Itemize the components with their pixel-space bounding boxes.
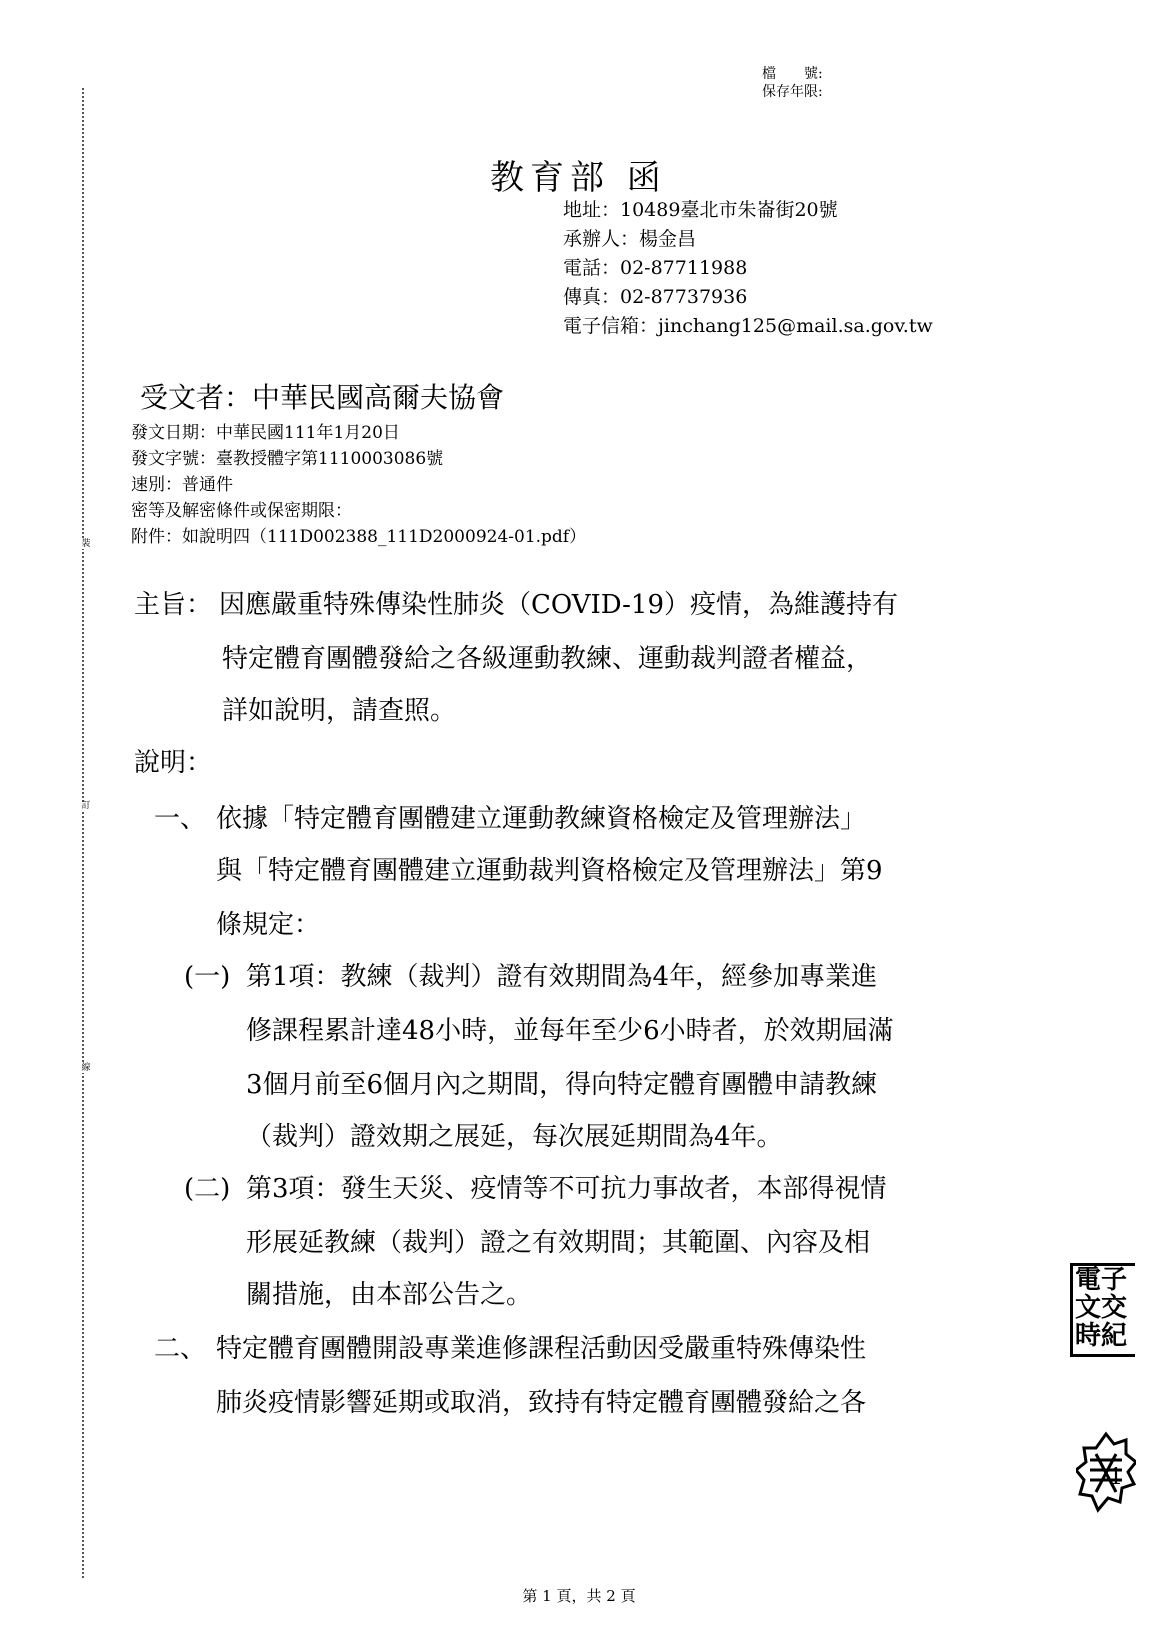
subitem-2-lead: (二) xyxy=(184,1174,231,1204)
item-1-lead: 一、 xyxy=(154,804,207,834)
contact-phone: 電話：02-87711988 xyxy=(563,257,748,279)
contact-email: 電子信箱：jinchang125@mail.sa.gov.tw xyxy=(563,315,933,337)
explanation-label: 說明： xyxy=(134,748,213,778)
subitem-2-line-1: 第3項：發生天災、疫情等不可抗力事故者，本部得視情 xyxy=(246,1174,887,1204)
subitem-1-line-1: 第1項：教練（裁判）證有效期間為4年，經參加專業進 xyxy=(246,962,878,992)
contact-handler: 承辦人：楊金昌 xyxy=(563,228,697,250)
seal-number: 1 xyxy=(1109,1465,1123,1490)
binding-dotted-line xyxy=(82,88,84,1578)
stamp-line-2: 文交 xyxy=(1075,1293,1128,1323)
file-number-label: 檔 號: xyxy=(762,66,823,82)
subject-line-3: 詳如說明，請查照。 xyxy=(222,696,457,726)
item-1-line-1: 依據「特定體育團體建立運動教練資格檢定及管理辦法」 xyxy=(216,804,867,834)
delivery-speed: 速別：普通件 xyxy=(131,475,233,495)
recipient: 受文者：中華民國高爾夫協會 xyxy=(140,381,505,414)
binding-mark-zhuang: 裝 xyxy=(79,540,93,549)
attachment: 附件：如說明四（111D002388_111D2000924-01.pdf） xyxy=(131,527,587,547)
contact-address: 地址：10489臺北市朱崙街20號 xyxy=(563,199,838,221)
subitem-1-line-4: （裁判）證效期之展延，每次展延期間為4年。 xyxy=(246,1122,783,1152)
subitem-1-line-3: 3個月前至6個月內之期間，得向特定體育團體申請教練 xyxy=(246,1070,878,1100)
document-title: 教育部 函 xyxy=(490,158,667,198)
seal-icon xyxy=(1076,1430,1136,1520)
item-2-line-1: 特定體育團體開設專業進修課程活動因受嚴重特殊傳染性 xyxy=(216,1334,867,1364)
subitem-2-line-2: 形展延教練（裁判）證之有效期間；其範圍、內容及相 xyxy=(246,1228,871,1258)
retention-period-label: 保存年限: xyxy=(762,84,823,100)
binding-mark-xian: 線 xyxy=(79,1064,93,1073)
document-number: 發文字號：臺教授體字第1110003086號 xyxy=(131,449,444,469)
document-info xyxy=(131,420,586,550)
subject-label: 主旨： xyxy=(134,590,213,620)
contact-block xyxy=(563,196,933,341)
subject-line-1: 因應嚴重特殊傳染性肺炎（COVID-19）疫情，為維護持有 xyxy=(219,590,898,620)
subitem-2-line-3: 關措施，由本部公告之。 xyxy=(246,1280,533,1310)
stamp-line-1: 電子 xyxy=(1075,1265,1128,1295)
subitem-1-line-2: 修課程累計達48小時，並每年至少6小時者，於效期屆滿 xyxy=(246,1016,894,1046)
item-2-lead: 二、 xyxy=(154,1334,207,1364)
item-2-line-2: 肺炎疫情影響延期或取消，致持有特定體育團體發給之各 xyxy=(216,1388,867,1418)
secrecy-level: 密等及解密條件或保密期限： xyxy=(131,501,352,521)
subject-line-2: 特定體育團體發給之各級運動教練、運動裁判證者權益， xyxy=(222,644,873,674)
electronic-exchange-stamp xyxy=(1070,1263,1135,1357)
stamp-line-3: 時紀 xyxy=(1075,1321,1128,1351)
binding-mark-ding: 訂 xyxy=(79,802,93,811)
item-1-line-3: 條規定： xyxy=(216,910,321,940)
contact-fax: 傳真：02-87737936 xyxy=(563,286,748,308)
subitem-1-lead: (一) xyxy=(184,962,231,992)
issue-date: 發文日期：中華民國111年1月20日 xyxy=(131,423,400,443)
page-footer: 第 1 頁，共 2 頁 xyxy=(522,1587,636,1605)
item-1-line-2: 與「特定體育團體建立運動裁判資格檢定及管理辦法」第9 xyxy=(216,856,883,886)
